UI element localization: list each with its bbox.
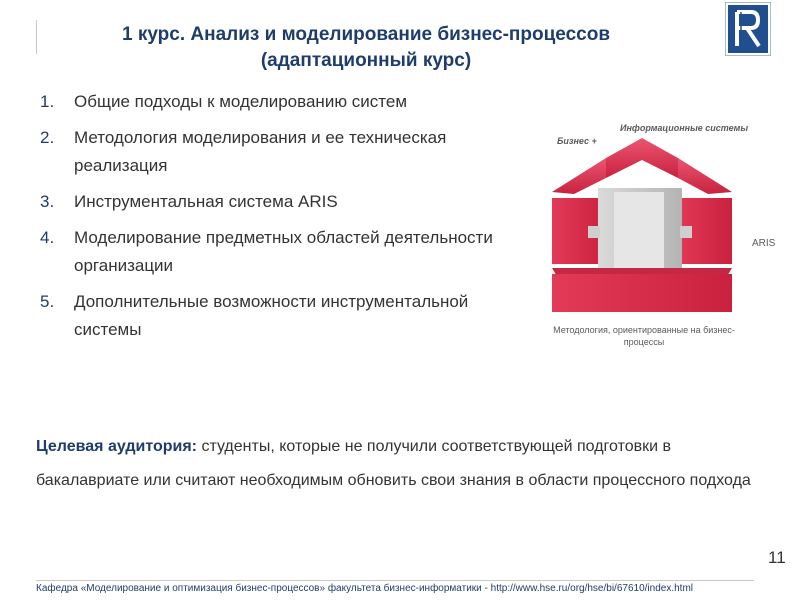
list-item (40, 188, 540, 216)
aris-house-diagram (540, 118, 750, 358)
list-number: 2. (40, 128, 55, 147)
list-item (40, 288, 540, 344)
list-item (40, 124, 540, 180)
list-item (40, 88, 540, 116)
page-title: 1 курс. Анализ и моделирование бизнес-процессов (адаптационный курс) (122, 24, 610, 71)
list-text: Моделирование предметных областей деятельности организации (74, 228, 493, 275)
footer-text: Кафедра «Моделирование и оптимизация бизнес-процессов» факультета бизнес-информатики - http://www.hse.ru/org/hse/bi/67610/index.html (36, 583, 693, 594)
title-rule (36, 20, 37, 54)
list-text: Дополнительные возможности инструментальной системы (74, 292, 469, 339)
audience-heading: Целевая аудитория: (36, 438, 197, 455)
page-number: 11 (768, 548, 786, 567)
gray-core-front (614, 192, 664, 270)
list-number: 3. (40, 192, 55, 211)
list-number: 5. (40, 292, 55, 311)
list-text: Инструментальная система ARIS (74, 192, 338, 211)
roof-right (678, 158, 732, 194)
list-number: 4. (40, 228, 55, 247)
label-aris: ARIS (752, 238, 776, 249)
audience-text: студенты, которые не получили соответствующей подготовки в бакалавриате или считают необходимым обновить свои знания в области процессного подхода (36, 438, 751, 489)
gray-core-tab-left (588, 226, 600, 238)
roof-middle (606, 138, 678, 178)
footer-rule (36, 580, 754, 581)
list-text: Общие подходы к моделированию систем (74, 92, 408, 111)
label-information-systems: Информационные системы (619, 123, 749, 133)
list-number: 1. (40, 92, 55, 111)
base-block (552, 274, 732, 312)
footer (0, 580, 800, 600)
list-item (40, 224, 540, 280)
roof-left (552, 158, 606, 194)
gray-core-tab-right (680, 226, 692, 238)
label-methodology: Методология, ориентированные на бизнес-процессы (553, 325, 735, 347)
label-business: Бизнес + (557, 136, 597, 146)
hse-logo-icon (725, 2, 771, 56)
target-audience (36, 430, 766, 498)
topic-list (40, 88, 540, 352)
list-text: Методология моделирования и ее техническая реализация (74, 128, 447, 175)
